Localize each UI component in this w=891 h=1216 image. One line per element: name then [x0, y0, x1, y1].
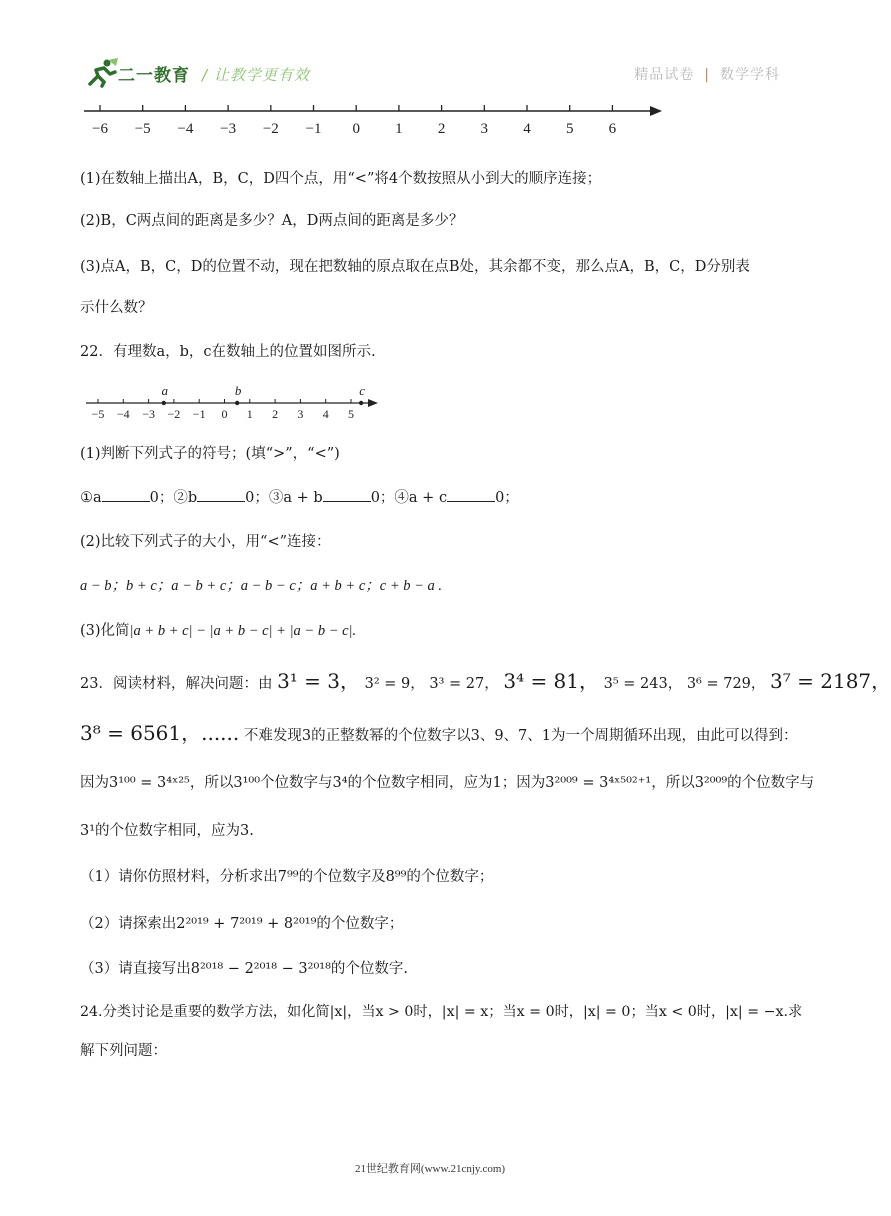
q23-line1 [80, 670, 891, 695]
number-line-2-point-b [235, 401, 239, 405]
answer-blank[interactable] [197, 487, 245, 502]
number-line-2-point-a [162, 401, 166, 405]
answer-blank[interactable] [323, 487, 371, 502]
q22-item5: 0； [495, 490, 519, 506]
number-line-1-tick-label: 3 [480, 121, 489, 137]
q22-stem: 22．有理数a，b，c在数轴上的位置如图所示. [80, 344, 376, 360]
q23-power6: 3⁶ = 729， [686, 676, 766, 692]
q22-part3-expr: |a + b + c| − |a + b − c| + |a − b − c|. [129, 623, 357, 639]
q21-part1: (1)在数轴上描出A，B，C，D四个点，用“<”将4个数按照从小到大的顺序连接； [80, 171, 602, 187]
q23-power7: 3⁷ = 2187， [770, 669, 891, 693]
q22-item4: 0；④a + c [370, 490, 448, 506]
q23-power2: 3² = 9， [364, 676, 425, 692]
q23-line2 [80, 722, 798, 747]
number-line-2-tick-label: −5 [91, 407, 105, 421]
number-line-1-tick-label: 0 [352, 121, 360, 137]
q21-part3-line2: 示什么数？ [80, 300, 153, 316]
runner-logo-icon [82, 58, 122, 88]
q22-part2: (2)比较下列式子的大小，用“<”连接： [80, 534, 331, 550]
number-line-2-tick-label: −4 [116, 407, 130, 421]
brand-name: 二一教育 [118, 66, 190, 86]
answer-blank[interactable] [447, 487, 495, 502]
q23-power8: 3⁸ = 6561，...... [80, 721, 240, 745]
page-footer: 21世纪教育网(www.21cnjy.com) [354, 1163, 506, 1175]
q24-line2: 解下列问题： [80, 1043, 167, 1059]
number-line-1-tick-label: 2 [437, 121, 446, 137]
q22-part3 [80, 620, 356, 642]
q23-line4: 3¹的个位数字相同，应为3. [80, 823, 254, 839]
number-line-2-point-label: b [234, 383, 242, 398]
q21-part2: (2)B，C两点间的距离是多少？A，D两点间的距离是多少？ [80, 213, 464, 229]
number-line-2-tick-label: −1 [192, 407, 206, 421]
q22-item2: 0；②b [149, 490, 198, 506]
q22-item1: ①a [80, 490, 102, 506]
q23-line3: 因为3¹⁰⁰ = 3⁴ˣ²⁵，所以3¹⁰⁰个位数字与3⁴的个位数字相同，应为1；因为3²⁰⁰⁹ = 3⁴ˣ⁵⁰²⁺¹，所以3²⁰⁰⁹的个位数字与 [80, 775, 815, 791]
number-line-1-tick-label: −5 [134, 121, 151, 137]
number-line-1-tick-label: −4 [177, 121, 194, 137]
number-line-2-point-label: a [161, 383, 169, 398]
number-line-2-point-c [359, 401, 363, 405]
number-line-2-tick-label: 0 [221, 407, 228, 421]
q21-part3-line1: (3)点A，B，C，D的位置不动，现在把数轴的原点取在点B处，其余都不变，那么点A，B，C，D分别表 [80, 259, 750, 275]
header-subject-name: 数学学科 [720, 67, 780, 83]
header-separator: | [704, 67, 710, 83]
number-line-1-tick-label: 6 [608, 121, 617, 137]
q22-part1-items [80, 487, 519, 509]
q23-power4: 3⁴ = 81， [503, 669, 600, 693]
q24-line1: 24.分类讨论是重要的数学方法，如化简|x|，当x > 0时，|x| = x；当x = 0时，|x| = 0；当x < 0时，|x| = −x.求 [80, 1004, 803, 1020]
number-line-2-tick-label: −2 [167, 407, 181, 421]
q23-power3: 3³ = 27， [429, 676, 499, 692]
q23-line2-text: 不难发现3的正整数幂的个位数字以3、9、7、1为一个周期循环出现，由此可以得到： [243, 728, 798, 744]
number-line-1-tick-label: 1 [395, 121, 403, 137]
brand-slogan: / 让教学更有效 [202, 66, 310, 84]
q23-stem: 23．阅读材料，解决问题：由 [80, 676, 273, 692]
number-line-2-tick-label: 4 [322, 407, 329, 421]
answer-blank[interactable] [102, 487, 150, 502]
q23-part3: （3）请直接写出8²⁰¹⁸ − 2²⁰¹⁸ − 3²⁰¹⁸的个位数字. [80, 961, 408, 977]
number-line-1-tick-label: 5 [565, 121, 574, 137]
number-line-2-tick-label: 5 [348, 407, 354, 421]
number-line-1-tick-label: −6 [92, 121, 108, 137]
number-line-1-tick-label: −3 [220, 121, 237, 137]
q23-power5: 3⁵ = 243， [603, 676, 683, 692]
q22-part3-label: (3)化简 [80, 623, 130, 639]
q22-part2-expr: a − b；b + c；a − b + c；a − b − c；a + b + c；c + b − a . [80, 578, 443, 594]
q23-part2: （2）请探索出2²⁰¹⁹ + 7²⁰¹⁹ + 8²⁰¹⁹的个位数字； [80, 916, 404, 932]
number-line-2-tick-label: 2 [272, 407, 279, 421]
q22-item3: 0；③a + b [245, 490, 323, 506]
q22-part1: (1)判断下列式子的符号；(填“>”，“<”) [80, 446, 340, 462]
number-line-2-tick-label: −3 [142, 407, 155, 421]
number-line-1 [80, 98, 670, 142]
number-line-2-tick-label: 1 [246, 407, 253, 421]
q23-part1: （1）请你仿照材料，分析求出7⁹⁹的个位数字及8⁹⁹的个位数字； [80, 869, 494, 885]
number-line-2-tick-label: 3 [297, 407, 304, 421]
number-line-1-tick-label: −2 [262, 121, 279, 137]
header-paper-type: 精品试卷 [634, 67, 695, 83]
number-line-1-tick-label: −1 [305, 121, 322, 137]
header-subject [634, 64, 780, 84]
number-line-1-tick-label: 4 [523, 121, 531, 137]
number-line-2 [82, 382, 382, 422]
q23-power1: 3¹ = 3， [277, 669, 361, 693]
number-line-2-point-label: c [359, 383, 366, 398]
